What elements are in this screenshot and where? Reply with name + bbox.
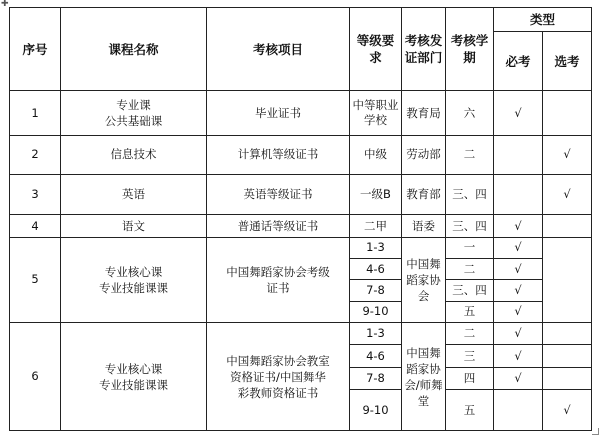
cell-elective: √ (543, 390, 592, 431)
cell-required: √ (494, 301, 543, 322)
header-elective: 选考 (543, 32, 592, 91)
cell-level: 中级 (350, 136, 402, 175)
cell-seq: 2 (10, 136, 61, 175)
course-line: 专业课 (116, 98, 151, 113)
header-seq: 序号 (10, 8, 61, 91)
cell-term: 二 (446, 323, 494, 345)
table-row (10, 136, 592, 175)
cell-required: √ (494, 237, 543, 258)
header-required: 必考 (494, 32, 543, 91)
cell-item: 英语等级证书 (207, 174, 350, 215)
cell-level: 9-10 (350, 390, 402, 431)
cell-elective (543, 323, 592, 345)
cell-term: 四 (446, 367, 494, 389)
cell-elective (543, 215, 592, 237)
cell-course: 语文 (61, 215, 207, 237)
course-line: 公共基础课 (104, 114, 163, 129)
cell-elective (543, 237, 592, 322)
cell-item (207, 237, 350, 322)
course-line: 专业技能课课 (99, 377, 168, 392)
cell-course (61, 323, 207, 431)
cell-level: 4-6 (350, 345, 402, 367)
cell-elective: √ (543, 174, 592, 215)
cell-level: 二甲 (350, 215, 402, 237)
cell-required (494, 390, 543, 431)
cell-elective (543, 91, 592, 136)
header-type: 类型 (494, 8, 592, 32)
cell-required: √ (494, 280, 543, 301)
header-row (10, 8, 592, 32)
cell-level: 7-8 (350, 280, 402, 301)
header-dept: 考核发证部门 (402, 8, 446, 91)
cell-dept: 教育局 (402, 91, 446, 136)
course-line: 专业技能课课 (99, 280, 168, 295)
cell-level: 7-8 (350, 367, 402, 389)
header-item: 考核项目 (207, 8, 350, 91)
cell-item: 毕业证书 (207, 91, 350, 136)
cell-required: √ (494, 345, 543, 367)
header-level: 等级要求 (350, 8, 402, 91)
cell-elective (543, 345, 592, 367)
cell-course (61, 237, 207, 322)
cell-required: √ (494, 323, 543, 345)
cell-term: 三、四 (446, 174, 494, 215)
cell-seq: 3 (10, 174, 61, 215)
cell-level: 中等职业学校 (350, 91, 402, 136)
cell-required: √ (494, 215, 543, 237)
cell-level: 1-3 (350, 237, 402, 258)
cell-required (494, 136, 543, 175)
cell-seq: 1 (10, 91, 61, 136)
table-row (10, 237, 592, 258)
page-corner-mark (592, 428, 599, 435)
cell-elective (543, 367, 592, 389)
cell-seq: 5 (10, 237, 61, 322)
cell-elective: √ (543, 136, 592, 175)
cell-level: 一级B (350, 174, 402, 215)
cell-seq: 6 (10, 323, 61, 431)
cell-level: 1-3 (350, 323, 402, 345)
table-row (10, 215, 592, 237)
cell-term: 五 (446, 301, 494, 322)
table-row (10, 323, 592, 345)
table-row (10, 91, 592, 136)
cell-required: √ (494, 367, 543, 389)
cell-term: 五 (446, 390, 494, 431)
cell-term: 三 (446, 345, 494, 367)
cell-course: 英语 (61, 174, 207, 215)
course-line: 专业核心课 (104, 264, 163, 279)
cell-dept: 教育部 (402, 174, 446, 215)
cell-level: 9-10 (350, 301, 402, 322)
cell-required: √ (494, 259, 543, 280)
assessment-table (9, 7, 592, 431)
cell-dept: 中国舞蹈家协会 (402, 237, 446, 322)
cell-required: √ (494, 91, 543, 136)
cell-term: 二 (446, 259, 494, 280)
cell-dept: 劳动部 (402, 136, 446, 175)
course-line: 专业核心课 (104, 361, 163, 376)
header-term: 考核学期 (446, 8, 494, 91)
header-course: 课程名称 (61, 8, 207, 91)
item-line: 证书 (266, 280, 290, 295)
table-anchor-icon: ✚ (1, 0, 9, 9)
cell-item: 普通话等级证书 (207, 215, 350, 237)
cell-term: 三、四 (446, 280, 494, 301)
item-line: 彩教师资格证书 (237, 385, 319, 400)
cell-item: 计算机等级证书 (207, 136, 350, 175)
cell-dept: 中国舞蹈家协会/师舞堂 (402, 323, 446, 431)
cell-seq: 4 (10, 215, 61, 237)
cell-item (207, 323, 350, 431)
cell-level: 4-6 (350, 259, 402, 280)
cell-term: 三、四 (446, 215, 494, 237)
item-line: 资格证书/中国舞华 (230, 369, 326, 384)
table-row (10, 174, 592, 215)
cell-required (494, 174, 543, 215)
item-line: 中国舞蹈家协会教室 (226, 353, 330, 368)
cell-course: 信息技术 (61, 136, 207, 175)
item-line: 中国舞蹈家协会考级 (226, 264, 330, 279)
cell-course (61, 91, 207, 136)
cell-dept: 语委 (402, 215, 446, 237)
cell-term: 六 (446, 91, 494, 136)
cell-term: 二 (446, 136, 494, 175)
cell-term: 一 (446, 237, 494, 258)
